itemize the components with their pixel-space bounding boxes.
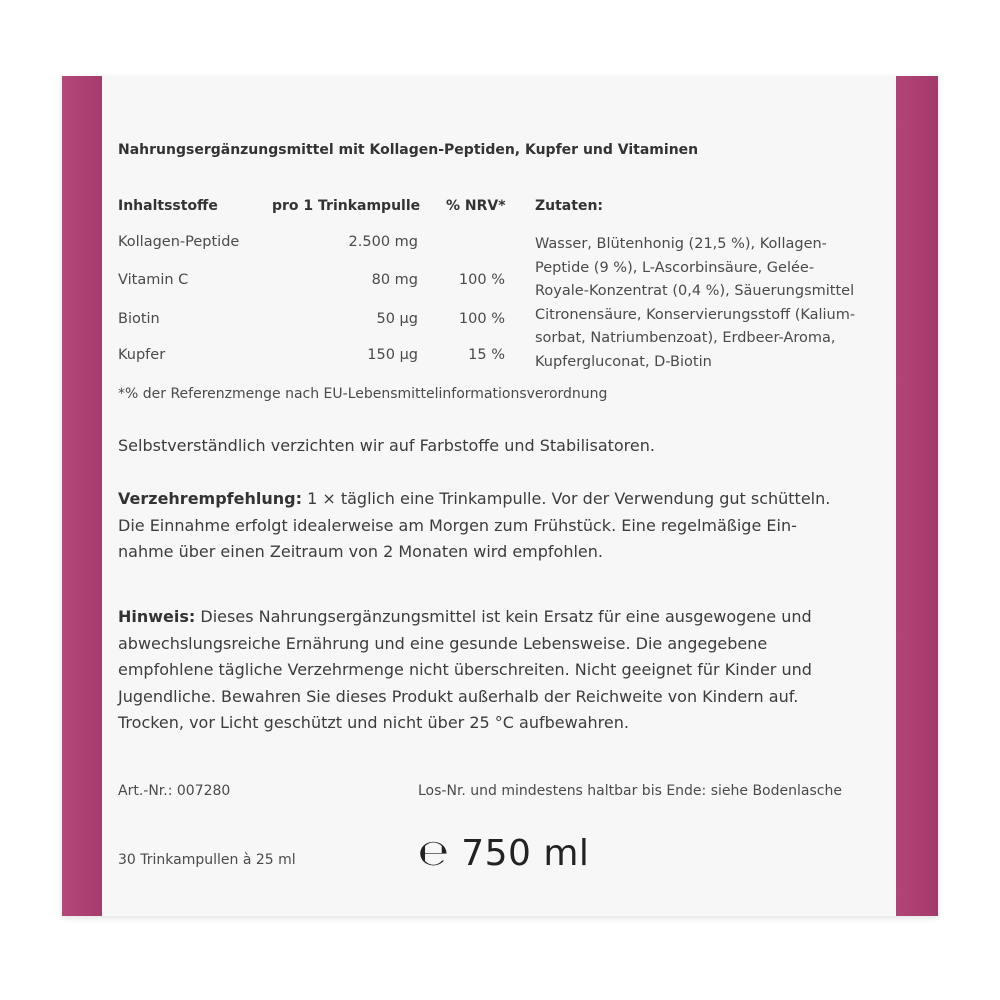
notice-text: Jugendliche. Bewahren Sie dieses Produkt außerhalb der Reichweite von Kindern auf. — [118, 686, 799, 706]
ingredients-list — [535, 233, 880, 374]
notice-text: Trocken, vor Licht geschützt und nicht über 25 °C aufbewahren. — [118, 713, 629, 732]
row-amount: 150 µg — [367, 347, 418, 363]
row-name: Biotin — [118, 311, 160, 327]
header-per-ampoule: pro 1 Trinkampulle — [272, 198, 421, 214]
row-amount: 80 mg — [371, 272, 418, 288]
ingredients-line: Wasser, Blütenhonig (21,5 %), Kollagen- — [535, 236, 827, 252]
row-name: Kupfer — [118, 347, 166, 363]
recommendation-text: Die Einnahme erfolgt idealerweise am Morgen zum Frühstück. Eine regelmäßige Ein- — [118, 515, 797, 535]
row-amount: 50 µg — [376, 311, 418, 327]
row-nrv: 100 % — [458, 311, 505, 327]
ingredients-line: Kupfergluconat, D-Biotin — [535, 353, 712, 370]
header-ingredients: Inhaltsstoffe — [118, 198, 218, 214]
left-color-stripe — [62, 76, 102, 916]
ingredients-line: Citronensäure, Konservierungsstoff (Kalium- — [535, 306, 856, 323]
notice-paragraph — [118, 604, 888, 737]
notice-text: abwechslungsreiche Ernährung und eine gesunde Lebensweise. Die angegebene — [118, 633, 768, 653]
ingredients-line: sorbat, Natriumbenzoat), Erdbeer-Aroma, — [535, 330, 836, 346]
row-nrv: 15 % — [468, 347, 505, 363]
batch-info: Los-Nr. und mindestens haltbar bis Ende: siehe Bodenlasche — [418, 783, 842, 799]
notice-label: Hinweis: — [118, 607, 196, 626]
row-nrv: 100 % — [458, 272, 505, 288]
recommendation-text: 1 × täglich eine Trinkampulle. Vor der Verwendung gut schütteln. — [302, 489, 831, 508]
nrv-footnote: *% der Referenzmenge nach EU-Lebensmittelinformationsverordnung — [118, 386, 608, 402]
recommendation-label: Verzehrempfehlung: — [118, 489, 302, 508]
ingredients-line: Royale-Konzentrat (0,4 %), Säuerungsmittel — [535, 283, 855, 299]
notice-text: Dieses Nahrungsergänzungsmittel ist kein Ersatz für eine ausgewogene und — [195, 607, 812, 626]
recommendation-text: nahme über einen Zeitraum von 2 Monaten wird empfohlen. — [118, 542, 603, 561]
product-description: Nahrungsergänzungsmittel mit Kollagen-Peptiden, Kupfer und Vitaminen — [118, 142, 699, 158]
net-volume: ℮ 750 ml — [418, 833, 590, 874]
additives-statement: Selbstverständlich verzichten wir auf Farbstoffe und Stabilisatoren. — [118, 436, 655, 455]
pack-count: 30 Trinkampullen à 25 ml — [118, 852, 296, 868]
right-color-stripe — [896, 76, 938, 916]
notice-text: empfohlene tägliche Verzehrmenge nicht überschreiten. Nicht geeignet für Kinder und — [118, 660, 812, 679]
row-name: Kollagen-Peptide — [118, 234, 240, 250]
header-zutaten: Zutaten: — [535, 198, 604, 214]
ingredients-line: Peptide (9 %), L-Ascorbinsäure, Gelée- — [535, 259, 815, 276]
row-name: Vitamin C — [118, 272, 189, 288]
header-nrv: % NRV* — [446, 198, 506, 214]
recommendation-paragraph — [118, 486, 888, 566]
article-number: Art.-Nr.: 007280 — [118, 783, 231, 799]
row-amount: 2.500 mg — [348, 234, 418, 250]
